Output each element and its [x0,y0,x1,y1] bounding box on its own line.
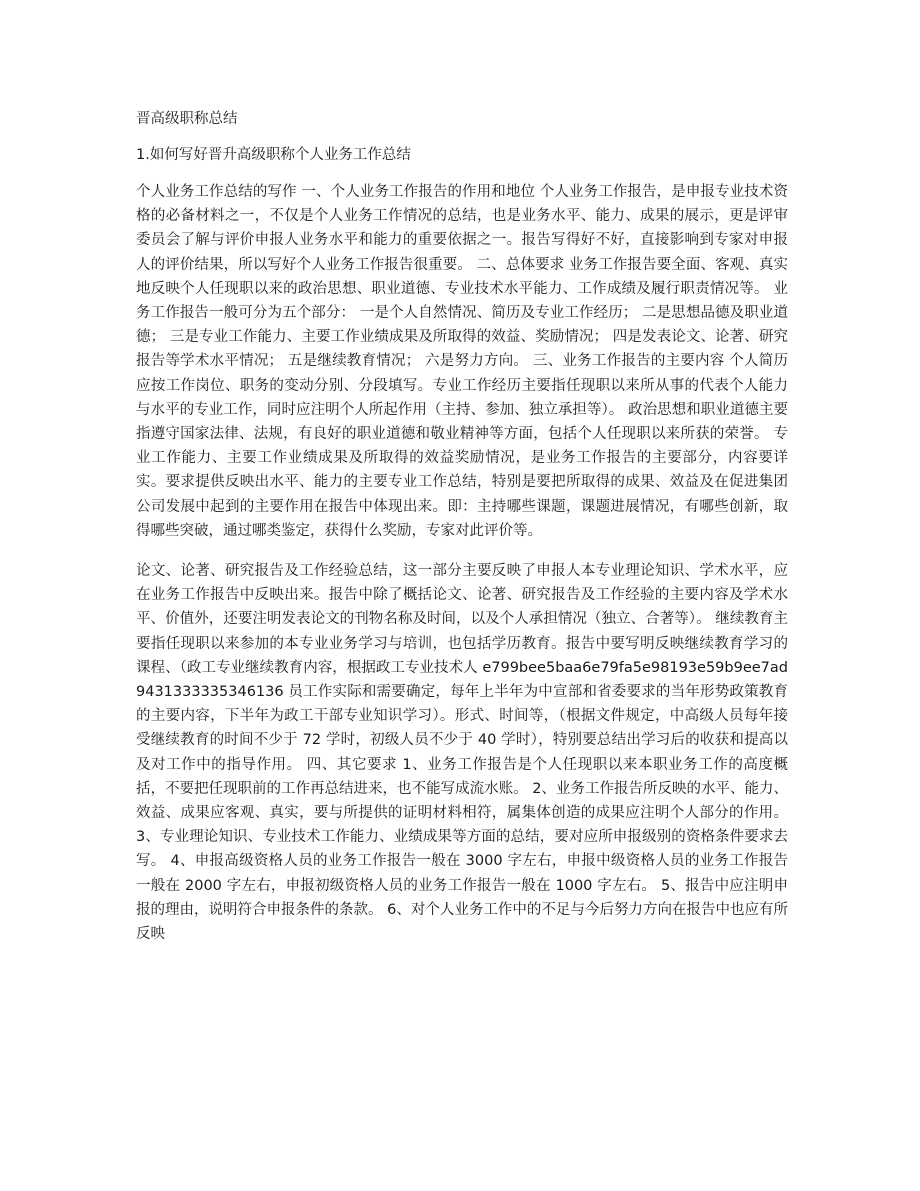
body-paragraph-1: 个人业务工作总结的写作 一、个人业务工作报告的作用和地位 个人业务工作报告，是申报专业技术资格的必备材料之一，不仅是个人业务工作情况的总结，也是业务水平、能力、成果的展示，更是评审委员会了解与评价申报人业务水平和能力的重要依据之一。报告写得好不好，直接影响到专家对申报人的评价结果，所以写好个人业务工作报告很重要。 二、总体要求 业务工作报告要全面、客观、真实地反映个人任现职以来的政治思想、职业道德、专业技术水平能力、工作成绩及履行职责情况等。 业务工作报告一般可分为五个部分： 一是个人自然情况、简历及专业工作经历； 二是思想品德及职业道德； 三是专业工作能力、主要工作业绩成果及所取得的效益、奖励情况； 四是发表论文、论著、研究报告等学术水平情况； 五是继续教育情况； 六是努力方向。 三、业务工作报告的主要内容 个人简历应按工作岗位、职务的变动分别、分段填写。专业工作经历主要指任现职以来所从事的代表个人能力与水平的专业工作，同时应注明个人所起作用（主持、参加、独立承担等）。 政治思想和职业道德主要指遵守国家法律、法规，有良好的职业道德和敬业精神等方面，包括个人任现职以来所获的荣誉。 专业工作能力、主要工作业绩成果及所取得的效益奖励情况，是业务工作报告的主要部分，内容要详实。要求提供反映出水平、能力的主要专业工作总结，特别是要把所取得的成果、效益及在促进集团公司发展中起到的主要作用在报告中体现出来。即：主持哪些课题，课题进展情况，有哪些创新，取得哪些突破，通过哪类鉴定，获得什么奖励，专家对此评价等。 [136,184,788,539]
document-page [136,106,788,946]
body-paragraph-2: 论文、论著、研究报告及工作经验总结，这一部分主要反映了申报人本专业理论知识、学术水平，应在业务工作报告中反映出来。报告中除了概括论文、论著、研究报告及工作经验的主要内容及学术水平、价值外，还要注明发表论文的刊物名称及时间，以及个人承担情况（独立、合著等）。 继续教育主要指任现职以来参加的本专业业务学习与培训，也包括学历教育。报告中要写明反映继续教育学习的课程、（政工专业继续教育内容，根据政工专业技术人 e799bee5baa6e79fa5e98193e59b9ee7ad9431333335346136 员工作实际和需要确定，每年上半年为中宣部和省委要求的当年形势政策教育的主要内容，下半年为政工干部专业知识学习）。形式、时间等，（根据文件规定，中高级人员每年接受继续教育的时间不少于 72 学时，初级人员不少于 40 学时），特别要总结出学习后的收获和提高以及对工作中的指导作用。 四、其它要求 1、业务工作报告是个人任现职以来本职业务工作的高度概括，不要把任现职前的工作再总结进来，也不能写成流水账。 2、业务工作报告所反映的水平、能力、效益、成果应客观、真实，要与所提供的证明材料相符，属集体创造的成果应注明个人部分的作用。 3、专业理论知识、专业技术工作能力、业绩成果等方面的总结，要对应所申报级别的资格条件要求去写。 4、申报高级资格人员的业务工作报告一般在 3000 字左右，申报中级资格人员的业务工作报告一般在 2000 字左右，申报初级资格人员的业务工作报告一般在 1000 字左右。 5、报告中应注明申报的理由，说明符合申报条件的条款。 6、对个人业务工作中的不足与今后努力方向在报告中也应有所反映 [136,563,788,943]
document-subtitle: 1.如何写好晋升高级职称个人业务工作总结 [136,147,411,163]
document-title: 晋高级职称总结 [136,111,238,127]
